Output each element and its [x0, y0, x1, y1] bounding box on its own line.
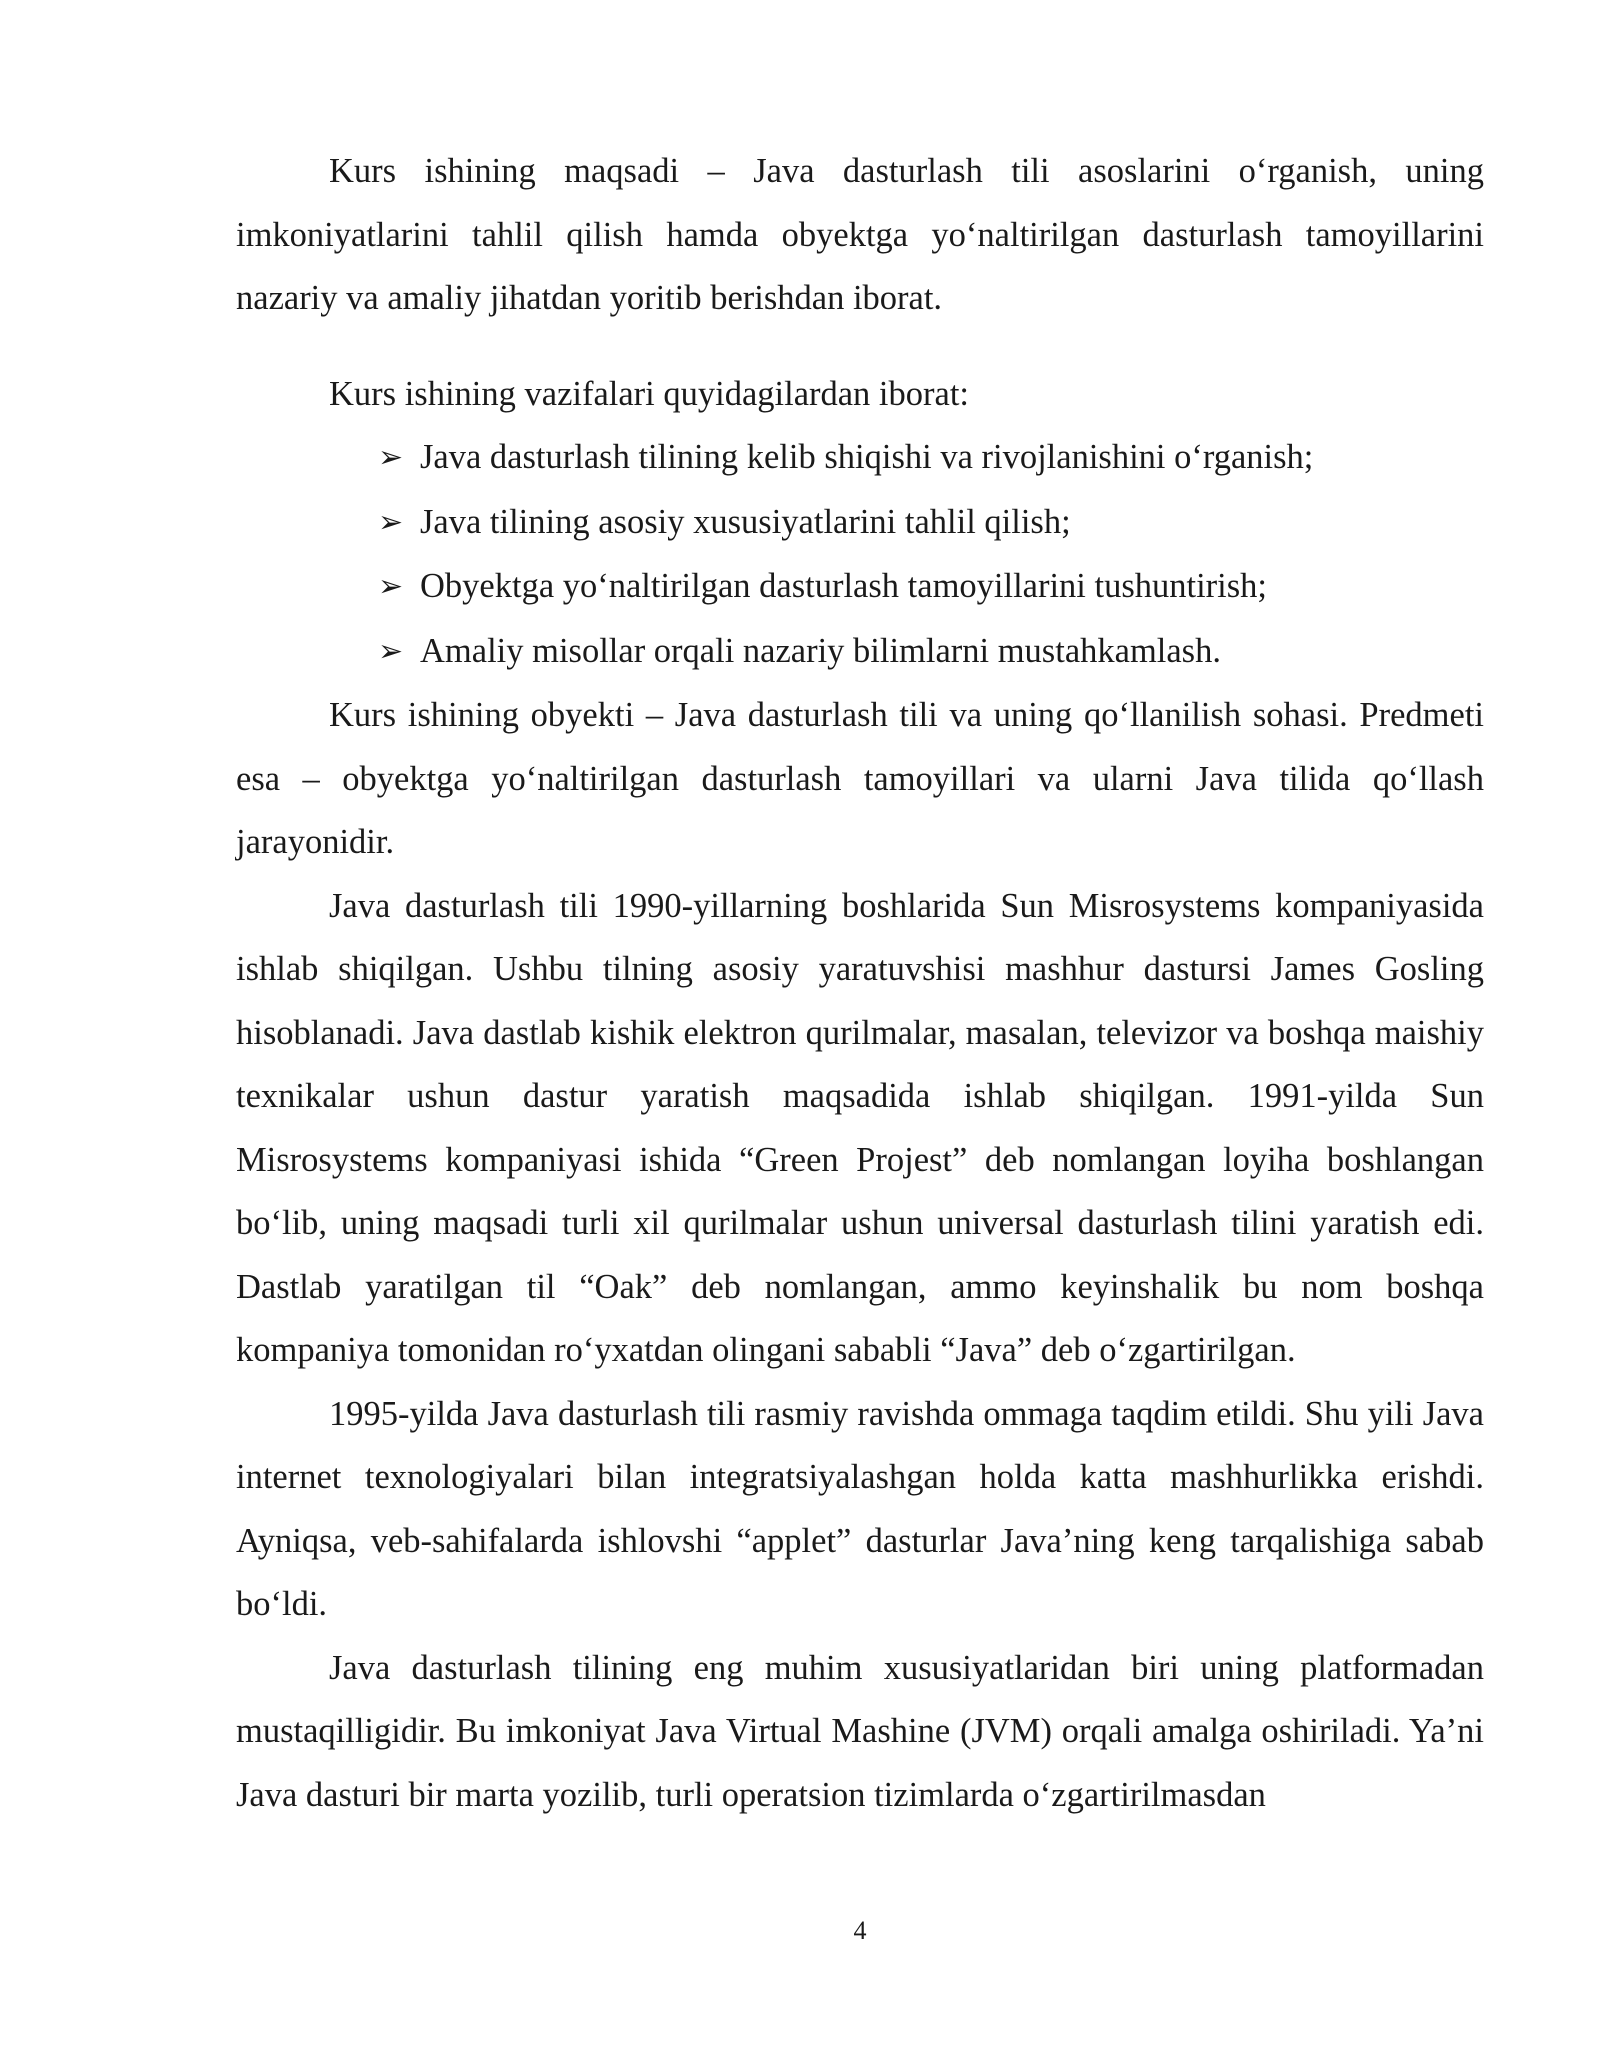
arrowhead-bullet-icon: ➢: [378, 505, 404, 539]
list-item-text: Amaliy misollar orqali nazariy bilimlarni mustahkamlash.: [420, 631, 1221, 670]
tasks-list: [236, 426, 1484, 684]
paragraph-object: Kurs ishining obyekti – Java dasturlash tili va uning qo‘llanilish sohasi. Predmeti esa – obyektga yo‘naltirilgan dasturlash tamoyillari va ularni Java tilida qo‘llash jarayonidir.: [236, 696, 1484, 861]
list-item-text: Obyektga yo‘naltirilgan dasturlash tamoyillarini tushuntirish;: [420, 567, 1268, 605]
arrowhead-bullet-icon: ➢: [378, 441, 404, 474]
paragraph-history: Java dasturlash tili 1990-yillarning boshlarida Sun Misrosystems kompaniyasida ishlab shiqilgan. Ushbu tilning asosiy yaratuvshisi mashhur dastursi James Gosling hisoblanadi. Java dastlab kishik elektron qurilmalar, masalan, televizor va boshqa maishiy texnikalar ushun dastur yaratish maqsadida ishlab shiqilgan. 1991-yilda Sun Misrosystems kompaniyasi ishida “Green Projest” deb nomlangan loyiha boshlangan bo‘lib, uning maqsadi turli xil qurilmalar ushun universal dasturlash tilini yaratish edi. Dastlab yaratilgan til “Oak” deb nomlangan, ammo keyinshalik bu nom boshqa kompaniya tomonidan ro‘yxatdan olingani sababli “Java” deb o‘zgartirilgan.: [236, 886, 1484, 1369]
arrowhead-bullet-icon: ➢: [378, 634, 404, 668]
paragraph-platform: Java dasturlash tilining eng muhim xususiyatlaridan biri uning platformadan mustaqilligidir. Bu imkoniyat Java Virtual Mashine (JVM) orqali amalga oshiriladi. Ya’ni Java dasturi bir marta yozilib, turli operatsion tizimlarda o‘zgartirilmasdan: [236, 1648, 1484, 1814]
arrowhead-bullet-icon: ➢: [378, 570, 404, 603]
list-item: [378, 620, 1484, 685]
list-item-text: Java dasturlash tilining kelib shiqishi va rivojlanishini o‘rganish;: [420, 438, 1314, 476]
list-item: [378, 555, 1484, 620]
list-item: [378, 426, 1484, 491]
list-item-text: Java tilining asosiy xususiyatlarini tahlil qilish;: [420, 502, 1071, 541]
list-item: [378, 491, 1484, 556]
paragraph-release: 1995-yilda Java dasturlash tili rasmiy ravishda ommaga taqdim etildi. Shu yili Java internet texnologiyalari bilan integratsiyalashgan holda katta mashhurlikka erishdi. Ayniqsa, veb-sahifalarda ishlovshi “applet” dasturlar Java’ning keng tarqalishiga sabab bo‘ldi.: [236, 1394, 1484, 1623]
paragraph-purpose: Kurs ishining maqsadi – Java dasturlash tili asoslarini o‘rganish, uning imkoniyatlarini tahlil qilish hamda obyektga yo‘naltirilgan dasturlash tamoyillarini nazariy va amaliy jihatdan yoritib berishdan iborat.: [236, 152, 1484, 317]
page-number: 4: [853, 1916, 867, 1945]
tasks-intro: Kurs ishining vazifalari quyidagilardan iborat:: [329, 374, 969, 413]
document-page: [236, 140, 1484, 1827]
